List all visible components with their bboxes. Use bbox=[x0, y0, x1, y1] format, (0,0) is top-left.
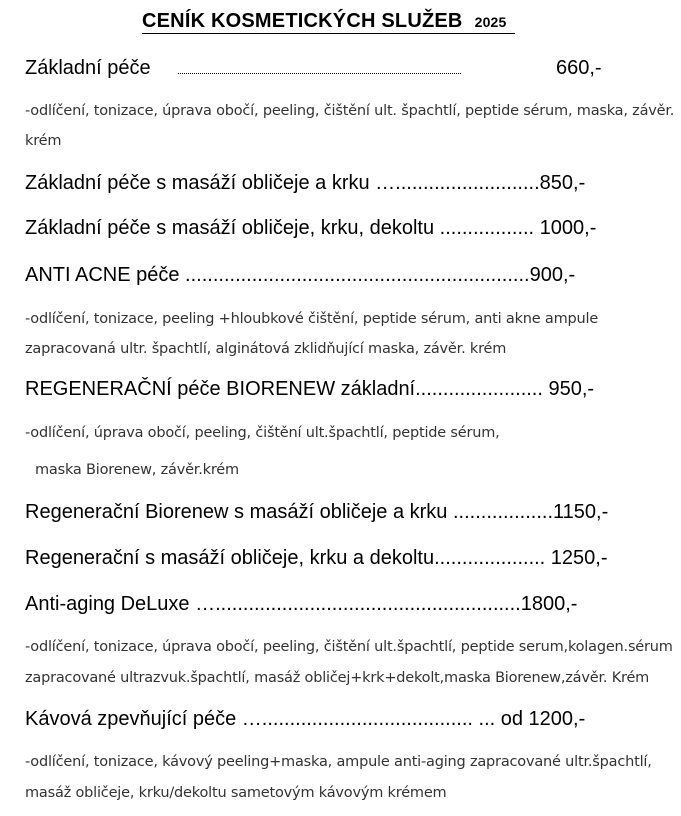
service-line-anti-aging-deluxe: Anti-aging DeLuxe ….......................................................1800,- bbox=[25, 593, 578, 615]
service-desc-line: zapracované ultrazvuk.špachtlí, masáž obličej+krk+dekolt,maska Biorenew,závěr. Krém bbox=[25, 670, 650, 686]
service-name-zakladni: Základní péče bbox=[25, 57, 151, 79]
service-line-regeneracni-dekolt: Regenerační s masáží obličeje, krku a dekoltu.................... 1250,- bbox=[25, 547, 608, 569]
service-desc-line: -odlíčení, tonizace, úprava obočí, peeling, čištění ult.špachtlí, peptide serum,kolagen.sérum bbox=[25, 639, 673, 655]
service-line-biorenew-zakladni: REGENERAČNÍ péče BIORENEW základní....................... 950,- bbox=[25, 378, 595, 400]
page-title bbox=[142, 10, 515, 34]
service-line-biorenew-masaz-krk: Regenerační Biorenew s masáží obličeje a krku ..................1150,- bbox=[25, 501, 609, 523]
service-line-zakladni-masaz-dekolt: Základní péče s masáží obličeje, krku, dekoltu ................. 1000,- bbox=[25, 217, 597, 239]
service-desc-line: -odlíčení, tonizace, kávový peeling+maska, ampule anti-aging zapracované ultr.špachtlí, bbox=[25, 754, 652, 770]
service-desc-line: maska Biorenew, závěr.krém bbox=[35, 462, 239, 478]
service-desc-line: masáž obličeje, krku/dekoltu sametovým kávovým krémem bbox=[25, 785, 447, 801]
service-line-kavova: Kávová zpevňující péče …...................................... ... od 1200,- bbox=[25, 708, 586, 730]
service-desc-line: -odlíčení, tonizace, úprava obočí, peeling, čištění ult. špachtlí, peptide sérum, maska, závěr. bbox=[25, 103, 675, 119]
title-text: CENÍK KOSMETICKÝCH SLUŽEB bbox=[142, 10, 463, 32]
dot-leader bbox=[178, 73, 461, 74]
service-desc-line: -odlíčení, úprava obočí, peeling, čištění ult.špachtlí, peptide sérum, bbox=[25, 425, 500, 441]
service-line-anti-acne: ANTI ACNE péče ..............................................................900,- bbox=[25, 264, 576, 286]
service-price-zakladni: 660,- bbox=[556, 57, 602, 79]
service-desc-line: -odlíčení, tonizace, peeling +hloubkové čištění, peptide sérum, anti akne ampule bbox=[25, 311, 599, 327]
service-desc-line: zapracovaná ultr. špachtlí, alginátová zklidňující maska, závěr. krém bbox=[25, 341, 507, 357]
service-desc-line: krém bbox=[25, 133, 62, 149]
title-year: 2025 bbox=[474, 14, 507, 30]
service-line-zakladni-masaz-krk: Základní péče s masáží obličeje a krku …..........................850,- bbox=[25, 172, 586, 194]
